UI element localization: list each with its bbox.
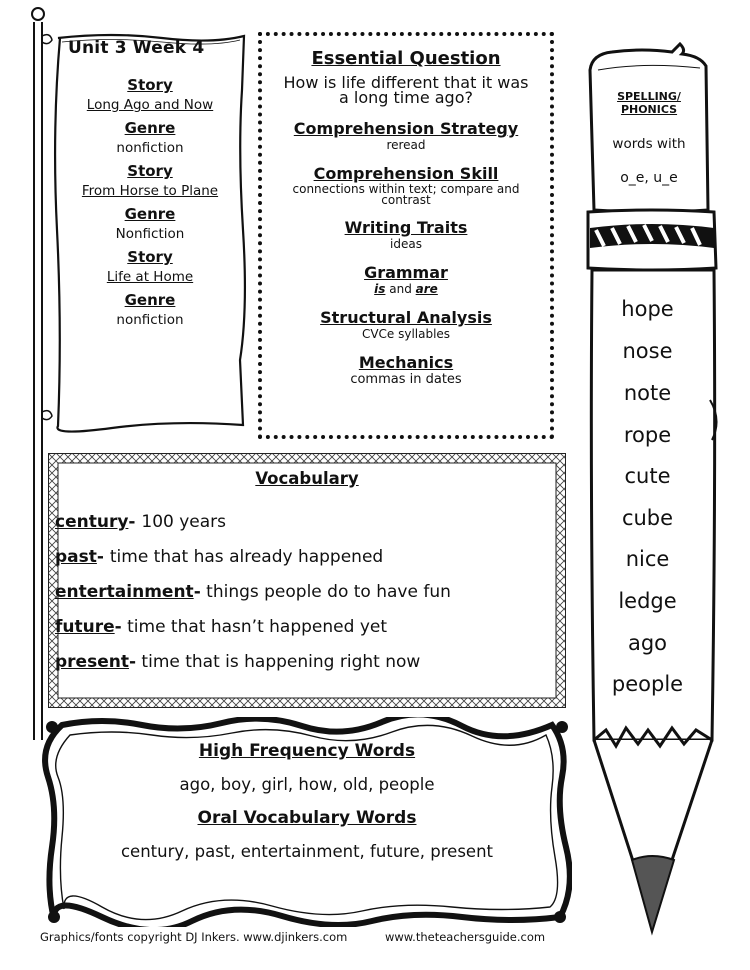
- vocab-definition: time that is happening right now: [136, 652, 421, 672]
- structural-analysis-value: CVCe syllables: [361, 327, 451, 341]
- vocab-separator: -: [128, 512, 142, 532]
- spelling-pattern: o_e, u_e: [620, 170, 678, 186]
- vocab-term: present: [55, 652, 129, 672]
- genre-heading-1: Genre: [124, 119, 176, 137]
- writing-traits-value: ideas: [390, 237, 422, 251]
- spelling-word: rope: [623, 423, 672, 447]
- structural-analysis-heading: Structural Analysis: [320, 308, 492, 327]
- grammar-heading: Grammar: [364, 263, 448, 282]
- essential-question-text: How is life different that it was a long time ago?: [283, 73, 529, 107]
- vocab-definition: things people do to have fun: [200, 582, 451, 602]
- comprehension-skill-section: [262, 164, 550, 206]
- copyright-footer: Graphics/fonts copyright DJ Inkers. www.djinkers.com: [40, 930, 348, 944]
- grammar-word-is: is: [374, 282, 386, 296]
- story-heading-3: Story: [127, 248, 173, 266]
- website-footer: www.theteachersguide.com: [385, 930, 546, 944]
- essential-question-title: Essential Question: [311, 48, 501, 69]
- mechanics-value: commas in dates: [350, 372, 462, 387]
- comprehension-skill-value: connections within text; compare and contrast: [292, 182, 520, 207]
- genre-value-3: nonfiction: [116, 312, 184, 328]
- vocab-separator: -: [193, 582, 201, 602]
- vocabulary-title: Vocabulary: [255, 469, 359, 488]
- writing-traits-section: [262, 218, 550, 251]
- high-frequency-content: [42, 717, 572, 861]
- spelling-word: ledge: [618, 589, 677, 613]
- grammar-word-and: and: [385, 282, 416, 296]
- essential-question-box: [258, 32, 554, 439]
- high-frequency-title: High Frequency Words: [198, 741, 416, 761]
- comprehension-strategy-heading: Comprehension Strategy: [293, 119, 519, 138]
- vocab-entry-century: [55, 512, 226, 532]
- vocab-definition: time that hasn’t happened yet: [121, 617, 388, 637]
- spelling-word: cube: [621, 506, 674, 530]
- oral-vocabulary-title: Oral Vocabulary Words: [197, 808, 417, 828]
- mechanics-section: [262, 353, 550, 386]
- oral-vocabulary-words: century, past, entertainment, future, present: [120, 842, 494, 861]
- spelling-title-line2: PHONICS: [620, 103, 678, 116]
- vocab-term: past: [55, 547, 97, 567]
- genre-value-2: Nonfiction: [115, 226, 185, 242]
- vocab-definition: 100 years: [141, 512, 227, 532]
- spelling-title-line1: SPELLING/: [617, 90, 681, 103]
- story-title-2: From Horse to Plane: [81, 183, 219, 199]
- spelling-word: people: [611, 672, 684, 696]
- spelling-word: cute: [624, 464, 671, 488]
- vocabulary-box: [48, 453, 566, 708]
- writing-traits-heading: Writing Traits: [344, 218, 468, 237]
- story-heading-2: Story: [127, 162, 173, 180]
- spelling-word: hope: [621, 297, 674, 321]
- comprehension-strategy-section: [262, 119, 550, 152]
- spelling-word: note: [623, 381, 672, 405]
- high-frequency-words: ago, boy, girl, how, old, people: [179, 775, 435, 794]
- story-title-3: Life at Home: [106, 269, 194, 285]
- spelling-word: ago: [627, 631, 668, 655]
- vocab-separator: -: [114, 617, 122, 637]
- comprehension-skill-heading: Comprehension Skill: [313, 164, 499, 183]
- story-heading-1: Story: [127, 76, 173, 94]
- vocab-separator: -: [96, 547, 110, 567]
- genre-heading-2: Genre: [124, 205, 176, 223]
- mechanics-heading: Mechanics: [358, 353, 454, 372]
- story-list: [60, 72, 240, 330]
- vocab-separator: -: [128, 652, 137, 672]
- vocab-definition: time that has already happened: [109, 547, 384, 567]
- vocab-entry-future: [55, 617, 387, 637]
- comprehension-strategy-value: reread: [386, 138, 426, 152]
- vocab-entry-past: [55, 547, 383, 567]
- vocab-entry-entertainment: [55, 582, 451, 602]
- spelling-phonics-title: [594, 90, 704, 116]
- vocab-term: century: [55, 512, 129, 532]
- spelling-word: nose: [622, 339, 673, 363]
- high-frequency-box: [42, 717, 572, 927]
- spelling-word: nice: [625, 547, 670, 571]
- unit-week-title: Unit 3 Week 4: [68, 38, 205, 58]
- vocab-entry-present: [55, 652, 420, 672]
- story-title-1: Long Ago and Now: [86, 97, 214, 113]
- spelling-subtitle: words with: [612, 136, 686, 152]
- vocab-term: future: [55, 617, 115, 637]
- grammar-section: [262, 263, 550, 296]
- genre-value-1: nonfiction: [116, 140, 184, 156]
- grammar-word-are: are: [415, 282, 438, 296]
- structural-analysis-section: [262, 308, 550, 341]
- vocab-term: entertainment: [55, 582, 194, 602]
- genre-heading-3: Genre: [124, 291, 176, 309]
- grammar-value: [262, 283, 550, 296]
